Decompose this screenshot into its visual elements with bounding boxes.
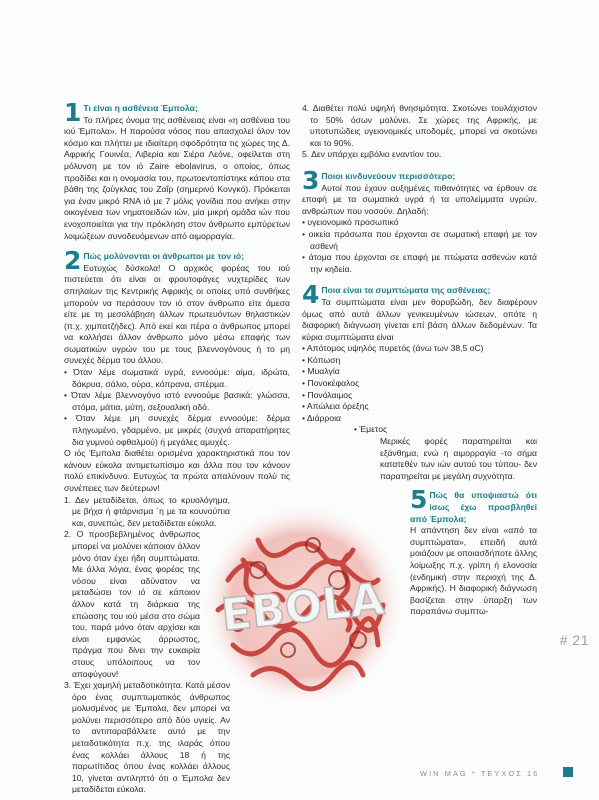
section-body: Το πλήρες όνομα της ασθένειας είναι «η ασθένεια του ιού Έμπολα». Η παρούσα νόσος που απασχολεί όλον τον κόσμο και πλήττει με ιδιαίτερη σφοδρότητα τις χώρες της Δ. Αφρικής Γουινέα, Λιβερία και Σιέρα Λεόνε, οφείλεται στη μόλυνση με τον ιό Zaire ebolavirus, ο οποίος, όπως προδίδει και η ονομασία του, πρωτοεντοπίστηκε κάπου στα βάθη της ζούγκλας του Ζαΐρ (σημερινό Κονγκό). Πρόκειται για έναν μικρό RNA ιό με 7 μόλις γονίδια που ανήκει στην οικογένεια των νηματοειδών ιών, μία μικρή ομάδα ιών που ενοχοποιείται για την πρόκληση στον άνθρωπο εμπύρετων λοιμώξεων συνοδευόμενων από αιμορραγία. — [64, 114, 290, 241]
section-body: Τα συμπτώματα είναι μεν θορυβώδη, δεν διαφέρουν όμως από αυτά άλλων γενικευμένων ιώσεων, οπότε η διαφορική διάγνωση γίνεται επί βάση άλλων δεδομένων. Τα κύρια συμπτώματα είναι — [302, 296, 537, 342]
section-title: Τι είναι η ασθένεια Έμπολα; — [83, 103, 198, 113]
list-item: • υγειονομικό προσωπικό — [302, 217, 537, 229]
footer-text: WIN MAG * ΤΕΥΧΟΣ 16 — [420, 769, 540, 778]
section-1 — [64, 98, 290, 242]
section-body: Αυτοί που έχουν αυξημένες πιθανότητες να έρθουν σε επαφή με τα σωματικά υγρά ή τα υπολείμματα υγρών, ανθρώπων που νοσούν. Δηλαδή: — [302, 182, 537, 216]
list-item: • Όταν λέμε σωματικά υγρά, εννοούμε: αίμα, ιδρώτα, δάκρυα, σάλιο, ούρα, κόπρανα, σπέρμα. — [64, 367, 290, 390]
list-item: 4. Διαθέτει πολύ υψηλή θνησιμότητα. Σκοτώνει τουλάχιστον το 50% όσων μολύνει. Σε χώρες της Αφρικής, με υποτυπώδεις υγειονομικές υποδομές, μπορεί να σκοτώνει και το 90%. — [302, 103, 537, 148]
list-item: 3. Έχει χαμηλή μεταδοτικότητα. Κατά μέσον όρο ένας συμπτωματικός άνθρωπος μολυσμένος με Έμπολα, δεν μπορεί να μολύνει περισσότερο από δύο υγιείς. Αν το αντιπαραβάλλετε αυτό με την μεταδοτικότητα π.χ. της ιλαράς όπου ένας κολλάει άλλους 18 ή της παρωτίτιδας όπου ένας κολλάει άλλους 10, γίνεται αντιληπτό ότι ο Έμπολα δεν μεταδίδεται εύκολα. — [64, 680, 230, 795]
section-body: Η απάντηση δεν είναι «από τα συμπτώματα», επειδή αυτά μοιάζουν με οποιασδήποτε άλλης λοίμωξης π.χ. γρίπη ή ελονοσία (ενδημική στην περιοχή της Δ. Αφρικής). Η διαφορική διάγνωση βασίζεται στην ύπαρξη των παραπάνω συμπτω- — [410, 525, 537, 617]
section-number: 4 — [302, 280, 320, 310]
list-item: • Έμετος — [302, 424, 537, 436]
section-title: Ποια είναι τα συμπτώματα της ασθένειας; — [321, 285, 491, 296]
page-number: # 21 — [559, 632, 589, 648]
list-item: 5. Δεν υπάρχει εμβόλιο εναντίον του. — [302, 149, 442, 160]
virus-cluster-image — [198, 500, 408, 710]
section-number: 1 — [64, 98, 82, 127]
list-item: • Απώλεια όρεξης — [302, 401, 537, 413]
section-number: 3 — [302, 165, 320, 195]
list-item: • άτομα που έρχονται σε επαφή με πτώματα ασθενών κατά την κηδεία. — [302, 252, 537, 275]
list-item: • Διάρροια — [302, 413, 537, 425]
ebola-word: EBOLA — [218, 573, 387, 642]
list-item: 2. Ο προσβεβλημένος άνθρωπος μπορεί να μολύνει κάποιον άλλον μόνο όταν έχει ήδη συμπτώματα. Με άλλα λόγια, ένας φορέας της νόσου είναι αδύνατον να μεταδώσει τον ιό σε κάποιον άλλον κατά τη διάρκεια της επώασης του ιού μέσα στο σώμα του, παρά μόνο όταν αρχίσει και είναι εμφανώς άρρωστος, πράγμα που δίνει την ευκαιρία στους υπόλοιπους να τον αποφύγουν! — [64, 529, 200, 679]
list-item: • Μυαλγία — [302, 366, 537, 378]
section-title: Πώς μολύνονται οι άνθρωποι με τον ιό; — [83, 251, 245, 262]
list-item: • Απότομος υψηλός πυρετός (άνω των 38,5 οC) — [302, 343, 537, 355]
list-item: • Πονόλαιμος — [302, 390, 537, 402]
section-3 — [302, 165, 538, 275]
section-paragraph: Ο ιός Έμπολα διαθέτει ορισμένα χαρακτηριστικά που τον κάνουν εύκολα αντιμετωπίσιμο και άλλα που τον κάνουν πολύ επικίνδυνο. Ευτυχώς τα πρώτα απαλύνουν πολύ τις συνέπειες των δεύτερων! — [64, 448, 290, 493]
list-item: • Κόπωση — [302, 355, 537, 367]
section-4 — [302, 280, 537, 482]
list-item: • Πονοκέφαλος — [302, 378, 537, 390]
footer-square-icon — [563, 767, 573, 777]
section-title: Πώς θα υποψιαστώ ότι ίσως έχω προσβληθεί από Έμπολα; — [410, 490, 537, 524]
list-item: • Όταν λέμε βλεννογόνο ιστό εννοούμε βασικά: γλώσσα, στόμα, μάτια, μύτη, σεξουαλική οδό. — [64, 390, 290, 413]
list-item: • Όταν λέμε μη συνεχές δέρμα εννοούμε: δέρμα πληγωμένο, γδαρμένο, με μικρές (συχνά απαρατήρητες δια γυμνού οφθαλμού) ή μεγάλες αμυχές. — [64, 413, 290, 448]
list-item: 1. Δεν μεταδίδεται, όπως το κρυολόγημα, με βήχα ή φτάρνισμα ´η με τα κουνούπια και, συνεπώς, δεν μεταδίδεται εύκολα. — [64, 494, 230, 528]
section-paragraph: Μερικές φορές παρατηρείται και εξάνθημα, ενώ η αιμορραγία -το σήμα κατατεθέν των ιών αυτού του τύπου- δεν παρατηρείται με μεγάλη συχνότητα. — [380, 436, 537, 481]
section-title: Ποιοι κινδυνεύουν περισσότερο; — [321, 170, 456, 181]
list-item: • οικεία πρόσωπα που έρχονται σε σωματική επαφή με τον ασθενή — [302, 229, 537, 252]
section-body: Ευτυχώς δύσκολα! Ο αρχικός φορέας του ιού πιστεύεται ότι είναι οι φρουτοφάγες νυχτερίδες των σπηλαίων της Κεντρικής Αφρικής οι οποίες υπό συνθήκες μπορούν να περάσουν τον ιό στον άνθρωπο είτε άμεσα είτε με τη μεσολάβηση άλλων πρωτευόντων θηλαστικών (π.χ. χιμπατζήδες). Από εκεί και πέρα ο άνθρωπος μπορεί να κολλήσει άλλον άνθρωπο μόνο μέσω επαφής των σωματικών υγρών του με τους βλεννογόνους ή το μη συνεχές δέρμα του άλλου. — [64, 262, 290, 366]
section-number: 5 — [410, 485, 428, 515]
section-number: 2 — [64, 246, 82, 276]
